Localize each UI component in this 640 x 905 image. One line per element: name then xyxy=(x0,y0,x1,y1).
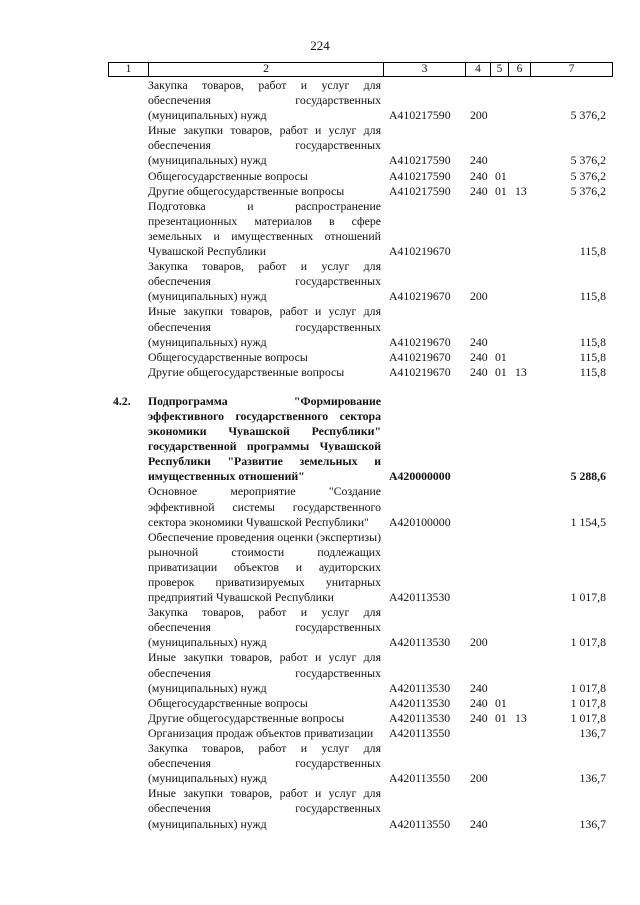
row-code: А420113550 xyxy=(389,816,451,831)
row-code: А420113530 xyxy=(389,680,451,695)
row-section: 01 xyxy=(495,183,507,198)
row-expense-type: 240 xyxy=(470,153,488,168)
row-name: Закупка товаров, работ и услуг для обеспечения государственных (муниципальных) нужд xyxy=(148,78,381,123)
row-sum: 1 017,8 xyxy=(570,680,606,695)
row-sum: 115,8 xyxy=(579,289,606,304)
table-row xyxy=(0,365,640,380)
row-section: 01 xyxy=(495,695,507,710)
row-sum: 5 288,6 xyxy=(570,469,606,484)
row-code: А420113530 xyxy=(389,710,451,725)
row-values xyxy=(0,681,640,696)
table-row xyxy=(0,169,640,184)
row-values xyxy=(0,726,640,741)
column-header-table xyxy=(108,62,613,77)
row-code: А420000000 xyxy=(389,469,451,484)
row-values xyxy=(0,771,640,786)
row-values xyxy=(0,154,640,169)
row-sum: 5 376,2 xyxy=(570,153,606,168)
row-expense-type: 240 xyxy=(470,710,488,725)
row-section: 01 xyxy=(495,364,507,379)
row-section: 01 xyxy=(495,168,507,183)
column-header-2: 2 xyxy=(149,63,384,77)
table-row xyxy=(0,304,640,349)
column-header-row xyxy=(109,63,613,77)
column-header-1: 1 xyxy=(109,63,149,77)
row-name: Другие общегосударственные вопросы xyxy=(148,183,345,198)
row-values xyxy=(0,696,640,711)
row-values xyxy=(0,335,640,350)
row-name: Общегосударственные вопросы xyxy=(148,695,308,710)
row-sum: 1 017,8 xyxy=(570,635,606,650)
row-subsection: 13 xyxy=(515,183,527,198)
row-expense-type: 240 xyxy=(470,168,488,183)
row-values xyxy=(0,590,640,605)
table-row xyxy=(0,650,640,695)
row-expense-type: 240 xyxy=(470,695,488,710)
row-code: А420113550 xyxy=(389,725,451,740)
page-number: 224 xyxy=(310,38,330,53)
row-code: А420113530 xyxy=(389,695,451,710)
row-name: Общегосударственные вопросы xyxy=(148,168,308,183)
row-name: Подготовка и распространение презентационных материалов в сфере земельных и имущественных отношений Чувашской Республики xyxy=(148,198,381,259)
row-expense-type: 240 xyxy=(470,816,488,831)
row-sum: 136,7 xyxy=(579,816,606,831)
row-code: А410217590 xyxy=(389,153,451,168)
row-code: А420113530 xyxy=(389,590,451,605)
row-values xyxy=(0,169,640,184)
row-code: А410219670 xyxy=(389,364,451,379)
row-name: Закупка товаров, работ и услуг для обеспечения государственных (муниципальных) нужд xyxy=(148,605,381,650)
row-name: Иные закупки товаров, работ и услуг для обеспечения государственных (муниципальных) нужд xyxy=(148,304,381,349)
row-name: Обеспечение проведения оценки (экспертизы) рыночной стоимости подлежащих приватизации объектов и аудиторских проверок приватизируемых унитарных предприятий Чувашской Республики xyxy=(148,529,381,605)
table-row xyxy=(0,786,640,831)
row-values xyxy=(0,817,640,832)
row-name: Иные закупки товаров, работ и услуг для обеспечения государственных (муниципальных) нужд xyxy=(148,786,381,831)
row-sum: 5 376,2 xyxy=(570,108,606,123)
column-header-6: 6 xyxy=(509,63,531,77)
table-row xyxy=(0,741,640,786)
row-name: Организация продаж объектов приватизации xyxy=(148,725,374,740)
row-expense-type: 240 xyxy=(470,334,488,349)
table-row xyxy=(0,605,640,650)
row-code: А410219670 xyxy=(389,334,451,349)
table-row xyxy=(0,78,640,123)
row-name: Подпрограмма "Формирование эффективного государственного сектора экономики Чувашской Республики" государственной программы Чувашской Республики "Развитие земельных и имущественных отношений" xyxy=(148,393,381,484)
row-values xyxy=(0,184,640,199)
row-sum: 1 154,5 xyxy=(570,514,606,529)
table-row xyxy=(0,530,640,605)
row-sum: 136,7 xyxy=(579,725,606,740)
row-expense-type: 240 xyxy=(470,349,488,364)
section-number: 4.2. xyxy=(113,393,131,408)
row-code: А410219670 xyxy=(389,289,451,304)
row-sum: 115,8 xyxy=(579,364,606,379)
table-row xyxy=(0,394,640,485)
row-code: А420100000 xyxy=(389,514,451,529)
row-subsection: 13 xyxy=(515,364,527,379)
row-code: А410217590 xyxy=(389,183,451,198)
row-name: Другие общегосударственные вопросы xyxy=(148,710,345,725)
row-name: Закупка товаров, работ и услуг для обеспечения государственных (муниципальных) нужд xyxy=(148,741,381,786)
row-code: А420113530 xyxy=(389,635,451,650)
row-code: А410217590 xyxy=(389,168,451,183)
row-name: Общегосударственные вопросы xyxy=(148,349,308,364)
row-name: Другие общегосударственные вопросы xyxy=(148,364,345,379)
row-values xyxy=(0,469,640,484)
row-sum: 115,8 xyxy=(579,349,606,364)
row-code: А420113550 xyxy=(389,771,451,786)
column-header-3: 3 xyxy=(384,63,466,77)
row-values xyxy=(0,711,640,726)
row-name: Иные закупки товаров, работ и услуг для обеспечения государственных (муниципальных) нужд xyxy=(148,650,381,695)
row-sum: 136,7 xyxy=(579,771,606,786)
row-sum: 5 376,2 xyxy=(570,168,606,183)
row-expense-type: 240 xyxy=(470,183,488,198)
table-row xyxy=(0,123,640,168)
row-sum: 1 017,8 xyxy=(570,710,606,725)
row-expense-type: 200 xyxy=(470,289,488,304)
row-values xyxy=(0,350,640,365)
row-code: А410217590 xyxy=(389,108,451,123)
row-sum: 1 017,8 xyxy=(570,590,606,605)
row-subsection: 13 xyxy=(515,710,527,725)
row-values xyxy=(0,365,640,380)
row-sum: 1 017,8 xyxy=(570,695,606,710)
row-name: Основное мероприятие "Создание эффективной системы государственного сектора экономики Чувашской Республики" xyxy=(148,484,381,529)
table-row xyxy=(0,711,640,726)
row-sum: 115,8 xyxy=(579,244,606,259)
row-expense-type: 200 xyxy=(470,108,488,123)
table-row xyxy=(0,726,640,741)
row-expense-type: 240 xyxy=(470,680,488,695)
row-sum: 115,8 xyxy=(579,334,606,349)
row-expense-type: 240 xyxy=(470,364,488,379)
table-row xyxy=(0,259,640,304)
row-expense-type: 200 xyxy=(470,771,488,786)
budget-table-body xyxy=(0,78,640,832)
table-row xyxy=(0,696,640,711)
row-sum: 5 376,2 xyxy=(570,183,606,198)
column-header-5: 5 xyxy=(491,63,509,77)
row-code: А410219670 xyxy=(389,244,451,259)
column-header-7: 7 xyxy=(531,63,613,77)
column-header-4: 4 xyxy=(466,63,491,77)
table-row xyxy=(0,350,640,365)
row-values xyxy=(0,244,640,259)
table-row xyxy=(0,484,640,529)
row-values xyxy=(0,108,640,123)
row-section: 01 xyxy=(495,710,507,725)
row-name: Иные закупки товаров, работ и услуг для обеспечения государственных (муниципальных) нужд xyxy=(148,123,381,168)
row-values xyxy=(0,289,640,304)
row-values xyxy=(0,635,640,650)
row-code: А410219670 xyxy=(389,349,451,364)
row-section: 01 xyxy=(495,349,507,364)
table-row xyxy=(0,199,640,259)
row-values xyxy=(0,515,640,530)
row-name: Закупка товаров, работ и услуг для обеспечения государственных (муниципальных) нужд xyxy=(148,259,381,304)
row-expense-type: 200 xyxy=(470,635,488,650)
table-row xyxy=(0,184,640,199)
